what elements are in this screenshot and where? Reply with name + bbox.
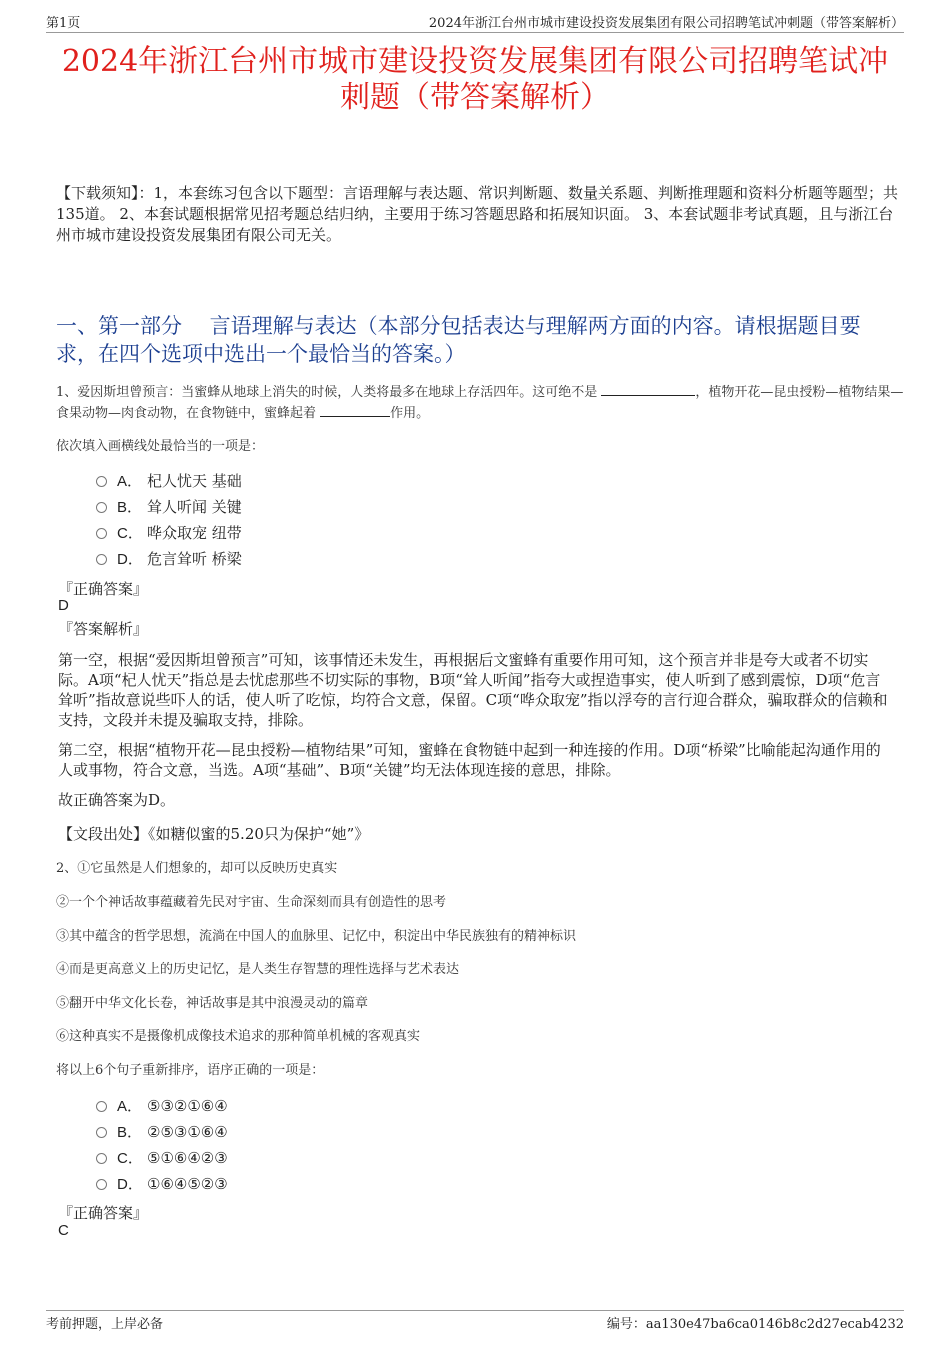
q1-source: 【文段出处】《如糖似蜜的5.20只为保护“她”》 (58, 825, 370, 843)
q1-blank-2 (320, 404, 390, 417)
q2-sentence-5: ⑤翻开中华文化长卷，神话故事是其中浪漫灵动的篇章 (56, 996, 369, 1011)
radio-icon[interactable] (96, 476, 107, 487)
q2-option-b[interactable]: B． ②⑤③①⑥④ (96, 1122, 228, 1142)
section-heading: 一、第一部分 言语理解与表达（本部分包括表达与理解两方面的内容。请根据题目要求，在四个选项中选出一个最恰当的答案。） (56, 314, 861, 366)
q1-option-b[interactable]: B． 耸人听闻 关键 (96, 497, 242, 517)
title-line-2: 刺题（带答案解析） (340, 80, 610, 115)
q2-answer-label: 『正确答案』 (58, 1204, 149, 1222)
q1-analysis-p3: 故正确答案为D。 (58, 791, 176, 809)
q1-option-d[interactable]: D． 危言耸听 桥梁 (96, 549, 242, 569)
radio-icon[interactable] (96, 502, 107, 513)
q1-text-c: 作用。 (390, 406, 430, 421)
q2-sentence-2: ②一个个神话故事蕴藏着先民对宇宙、生命深刻而具有创造性的思考 (56, 895, 447, 910)
q2-sentence-4: ④而是更高意义上的历史记忆，是人类生存智慧的理性选择与艺术表达 (56, 962, 460, 977)
q1-text-b: ，植物开花—昆虫授粉—植物结果—食果动物—肉食动物，在食物链中，蜜蜂起着 (56, 385, 904, 421)
title-line-1: 2024年浙江台州市城市建设投资发展集团有限公司招聘笔试冲 (61, 44, 889, 79)
page-number: 第1页 (46, 16, 81, 31)
q1-answer: D (58, 597, 69, 614)
q1-analysis-p1: 第一空，根据“爱因斯坦曾预言”可知，该事情还未发生，再根据后文蜜蜂有重要作用可知，这个预言并非是夸大或者不切实际。A项“杞人忧天”指总是去忧虑那些不切实际的事物，B项“耸人听闻”指夸大或捏造事实，使人听到了感到震惊，D项“危言耸听”指故意说些吓人的话，使人听了吃惊，均符合文意，保留。C项“哗众取宠”指以浮夸的言行迎合群众，骗取群众的信赖和支持，文段并未提及骗取支持，排除。 (58, 651, 888, 729)
radio-icon[interactable] (96, 528, 107, 539)
question-1-stem (56, 382, 904, 424)
q1-option-c[interactable]: C． 哗众取宠 纽带 (96, 523, 242, 543)
radio-icon[interactable] (96, 1101, 107, 1112)
footer-code: 编号：aa130e47ba6ca0146b8c2d27ecab4232 (606, 1317, 904, 1332)
page-header (46, 12, 904, 32)
q1-option-a[interactable]: A． 杞人忧天 基础 (96, 471, 242, 491)
footer-divider (46, 1310, 904, 1311)
document-title (40, 44, 910, 116)
radio-icon[interactable] (96, 1127, 107, 1138)
q2-answer: C (58, 1222, 69, 1239)
q2-prompt: 将以上6个句子重新排序，语序正确的一项是： (56, 1063, 325, 1078)
q1-prompt: 依次填入画横线处最恰当的一项是： (56, 439, 265, 454)
q1-blank-1 (601, 383, 695, 396)
q1-analysis-label: 『答案解析』 (58, 620, 149, 638)
q2-option-a[interactable]: A． ⑤③②①⑥④ (96, 1096, 228, 1116)
download-notice: 【下载须知】：1，本套练习包含以下题型：言语理解与表达题、常识判断题、数量关系题、判断推理题和资料分析题等题型；共135道。 2、本套试题根据常见招考题总结归纳，主要用于练习答题思路和拓展知识面。 3、本套试题非考试真题，且与浙江台州市城市建设投资发展集团有限公司无关。 (56, 184, 899, 244)
radio-icon[interactable] (96, 1179, 107, 1190)
q1-analysis-p2: 第二空，根据“植物开花—昆虫授粉—植物结果”可知，蜜蜂在食物链中起到一种连接的作用。D项“桥梁”比喻能起沟通作用的人或事物，符合文意，当选。A项“基础”、B项“关键”均无法体现连接的意思，排除。 (58, 741, 881, 779)
q2-sentence-6: ⑥这种真实不是摄像机成像技术追求的那种简单机械的客观真实 (56, 1029, 421, 1044)
radio-icon[interactable] (96, 554, 107, 565)
footer-slogan: 考前押题，上岸必备 (46, 1317, 164, 1332)
q2-sentence-3: ③其中蕴含的哲学思想，流淌在中国人的血脉里、记忆中，积淀出中华民族独有的精神标识 (56, 929, 577, 944)
q2-option-d[interactable]: D． ①⑥④⑤②③ (96, 1174, 228, 1194)
header-divider (46, 32, 904, 33)
header-doc-title: 2024年浙江台州市城市建设投资发展集团有限公司招聘笔试冲刺题（带答案解析） (428, 16, 904, 31)
q2-option-c[interactable]: C． ⑤①⑥④②③ (96, 1148, 228, 1168)
q1-answer-label: 『正确答案』 (58, 580, 149, 598)
q2-sentence-1: 2、①它虽然是人们想象的，却可以反映历史真实 (56, 861, 338, 876)
q1-text-a: 1、爱因斯坦曾预言：当蜜蜂从地球上消失的时候，人类将最多在地球上存活四年。这可绝不是 (56, 385, 598, 400)
radio-icon[interactable] (96, 1153, 107, 1164)
